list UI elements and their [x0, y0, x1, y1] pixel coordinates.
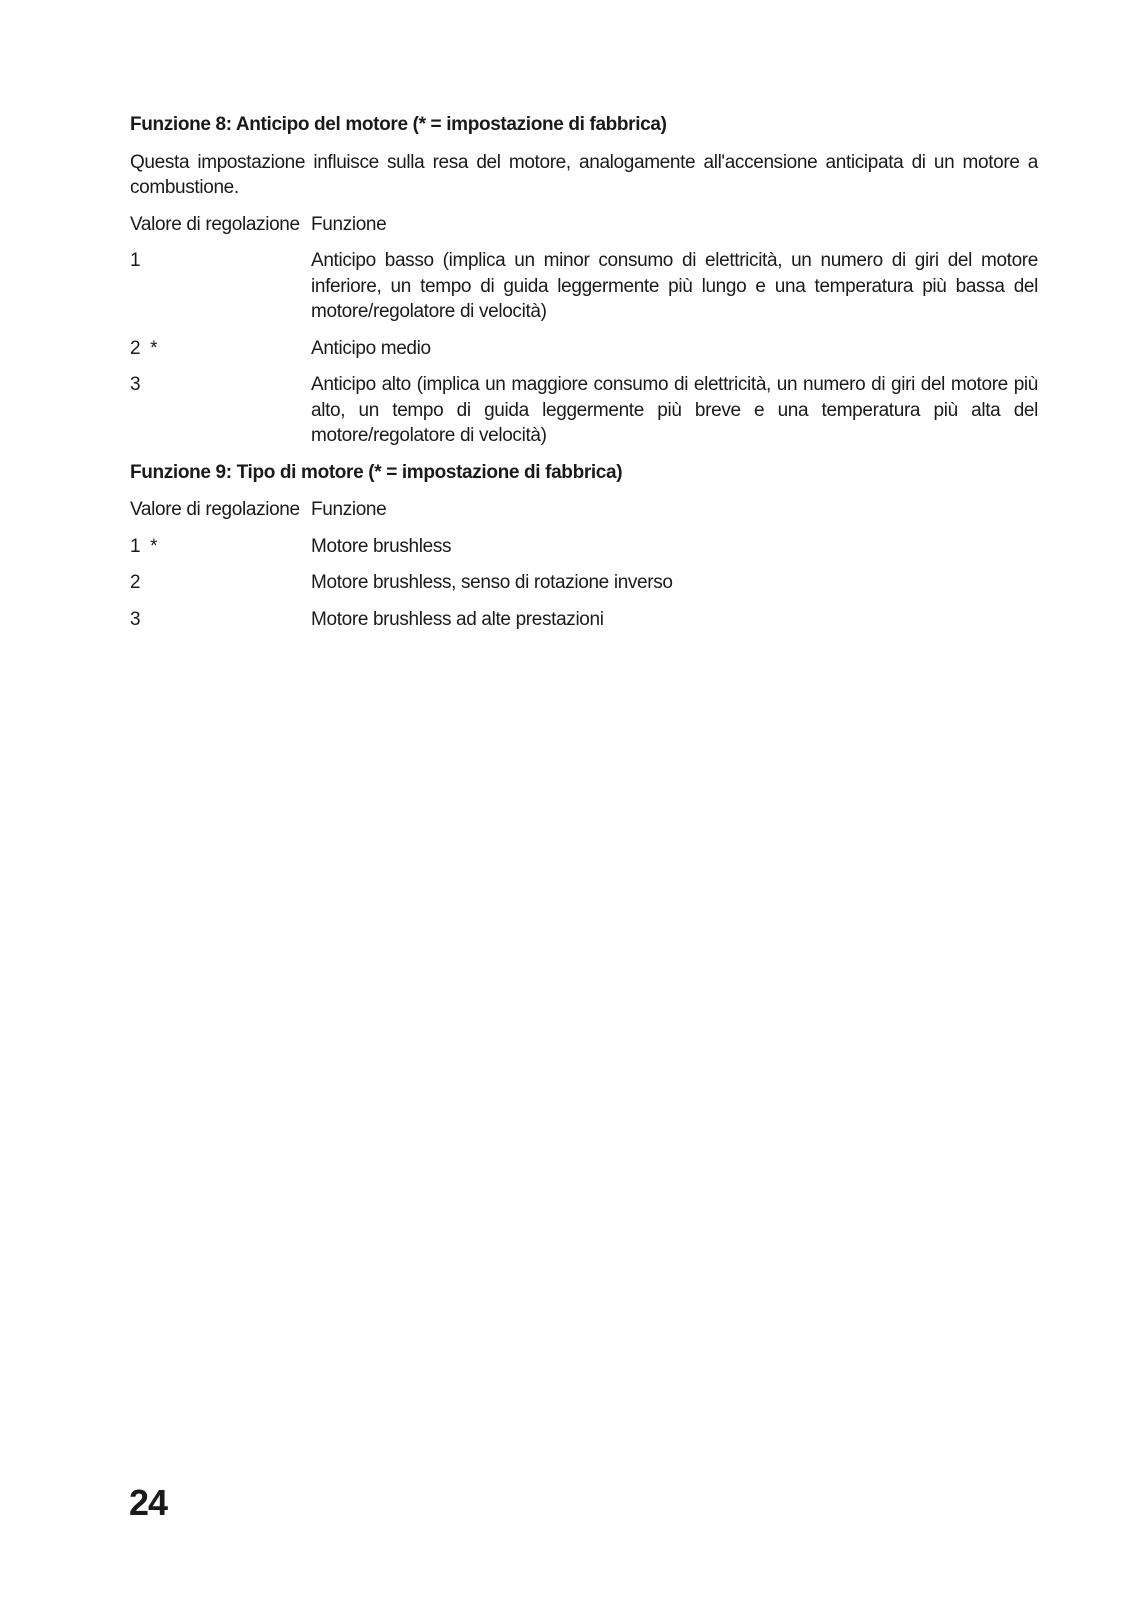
page-number: 24 [129, 1482, 168, 1523]
table-header-function: Funzione [311, 499, 387, 520]
setting-value: 1 [130, 250, 141, 271]
section-9-heading: Funzione 9: Tipo di motore (* = impostazione di fabbrica) [130, 461, 623, 483]
setting-value: 3 [130, 374, 141, 395]
table-row [130, 336, 1038, 362]
table-row [130, 534, 1038, 560]
table-header-function: Funzione [311, 213, 387, 235]
setting-value: 2 [130, 572, 141, 593]
setting-value: 2 * [130, 337, 158, 359]
setting-function: Motore brushless, senso di rotazione inverso [311, 572, 673, 593]
table-header-value: Valore di regolazione [130, 213, 300, 235]
table-row [130, 607, 1038, 633]
setting-function: Anticipo alto (implica un maggiore consumo di elettricità, un numero di giri del motore più alto, un tempo di guida leggermente più breve e una temperatura più alta del motore/regolatore di velocità) [311, 374, 1038, 446]
setting-function: Motore brushless ad alte prestazioni [311, 608, 604, 630]
setting-function: Anticipo medio [311, 337, 431, 359]
document-page [130, 112, 1038, 643]
table-row [130, 372, 1038, 449]
section-9-table-header [130, 497, 1038, 523]
table-row [130, 248, 1038, 325]
table-header-value: Valore di regolazione [130, 499, 300, 520]
setting-value: 3 [130, 608, 141, 630]
setting-function: Motore brushless [311, 535, 452, 557]
section-8-intro: Questa impostazione influisce sulla resa del motore, analogamente all'accensione anticipata di un motore a combustione. [130, 151, 1038, 198]
section-8-table-header [130, 212, 1038, 238]
section-8-heading: Funzione 8: Anticipo del motore (* = impostazione di fabbrica) [130, 114, 667, 135]
table-row [130, 570, 1038, 596]
setting-value: 1 * [130, 535, 158, 557]
setting-function: Anticipo basso (implica un minor consumo di elettricità, un numero di giri del motore inferiore, un tempo di guida leggermente più lungo e una temperatura più bassa del motore/regolatore di velocità) [311, 250, 1038, 322]
